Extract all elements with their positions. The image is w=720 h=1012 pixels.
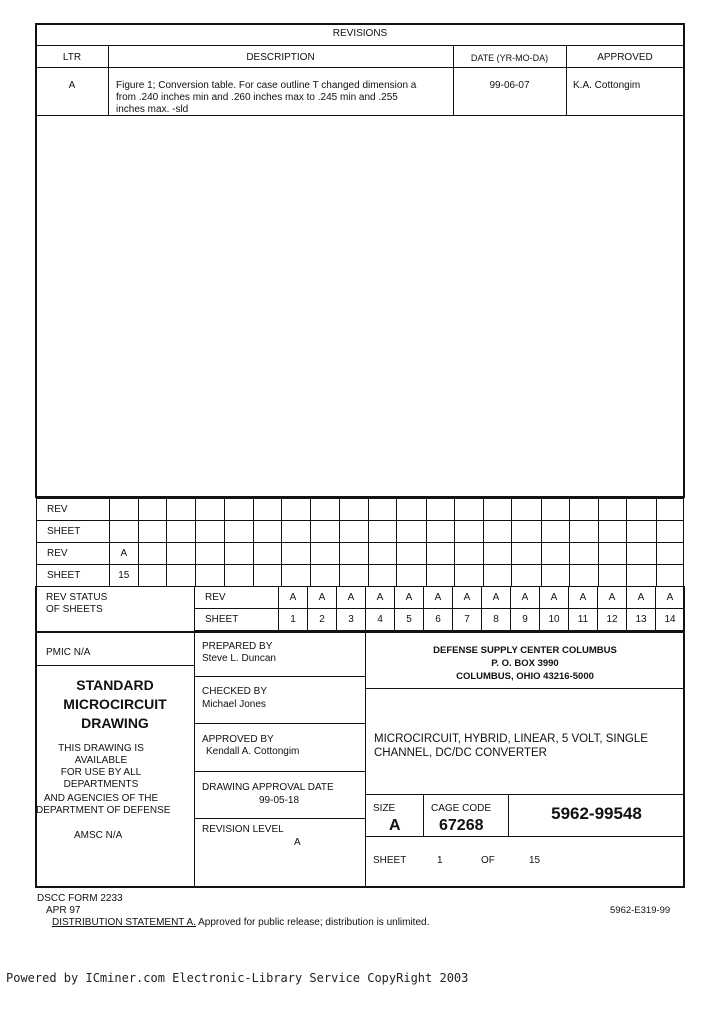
drawing-title-line: STANDARD — [76, 677, 154, 693]
grid-cell — [627, 499, 656, 521]
divider — [36, 67, 684, 68]
divider — [194, 632, 195, 887]
status-cell: A — [627, 587, 656, 609]
grid-cell — [196, 565, 224, 587]
grid-cell — [656, 543, 683, 565]
status-cell: 9 — [511, 609, 540, 631]
grid-cell — [167, 499, 196, 521]
grid-cell — [512, 565, 541, 587]
approved-value: Kendall A. Cottongim — [206, 746, 300, 757]
grid-row — [37, 499, 684, 521]
grid-cell — [339, 521, 368, 543]
grid-cell — [599, 543, 627, 565]
status-cell: A — [366, 587, 395, 609]
grid-cell — [454, 499, 483, 521]
grid-cell — [282, 543, 311, 565]
status-cell: A — [279, 587, 308, 609]
grid-cell — [167, 565, 196, 587]
grid-cell — [253, 543, 281, 565]
prepared-label: PREPARED BY — [202, 641, 273, 652]
grid-cell — [339, 499, 368, 521]
grid-cell — [369, 543, 397, 565]
grid-cell — [196, 521, 224, 543]
grid-cell — [426, 499, 454, 521]
grid-cell — [311, 521, 339, 543]
divider — [195, 723, 365, 724]
grid-cell — [369, 499, 397, 521]
grid-cell — [253, 565, 281, 587]
distribution-statement — [52, 917, 429, 929]
grid-cell — [569, 543, 598, 565]
status-cell: 14 — [656, 609, 685, 631]
drawing-subject-line: MICROCIRCUIT, HYBRID, LINEAR, 5 VOLT, SINGLE — [374, 733, 648, 745]
grid-row-label: REV — [37, 499, 110, 521]
revision-level-label: REVISION LEVEL — [202, 824, 284, 835]
grid-cell — [138, 565, 166, 587]
grid-cell — [311, 543, 339, 565]
agency-line: COLUMBUS, OHIO 43216-5000 — [456, 671, 594, 682]
status-row-label: REV — [195, 587, 279, 609]
rev-row-ltr: A — [68, 80, 76, 91]
status-cell: A — [656, 587, 685, 609]
grid-cell — [541, 543, 569, 565]
approval-date-label: DRAWING APPROVAL DATE — [202, 782, 334, 793]
availability-notice-line: AVAILABLE — [74, 755, 128, 766]
grid-cell — [484, 499, 512, 521]
grid-row-label: SHEET — [37, 565, 110, 587]
status-row — [195, 587, 685, 609]
grid-cell — [656, 521, 683, 543]
header-ltr: LTR — [62, 52, 82, 63]
agency-line: DEFENSE SUPPLY CENTER COLUMBUS — [433, 645, 617, 656]
grid-cell — [426, 521, 454, 543]
grid-cell — [656, 565, 683, 587]
agency-line: P. O. BOX 3990 — [491, 658, 559, 669]
grid-cell — [569, 499, 598, 521]
header-description: DESCRIPTION — [246, 52, 315, 63]
grid-cell — [569, 521, 598, 543]
status-cell: A — [598, 587, 627, 609]
rev-status-label: REV STATUS — [46, 592, 108, 603]
availability-notice-line: THIS DRAWING IS — [58, 743, 144, 754]
status-cell: 5 — [395, 609, 424, 631]
grid-cell — [138, 499, 166, 521]
status-row — [195, 609, 685, 631]
grid-cell — [339, 565, 368, 587]
status-cell: A — [453, 587, 482, 609]
grid-cell — [369, 565, 397, 587]
grid-cell — [224, 543, 253, 565]
grid-cell — [569, 565, 598, 587]
drawing-title-line: DRAWING — [81, 715, 149, 731]
grid-cell — [484, 521, 512, 543]
grid-cell — [627, 543, 656, 565]
prepared-value: Steve L. Duncan — [202, 653, 276, 664]
grid-cell — [397, 543, 426, 565]
status-cell: 4 — [366, 609, 395, 631]
status-cell: 12 — [598, 609, 627, 631]
document-code: 5962-E319-99 — [610, 905, 671, 916]
grid-cell — [541, 521, 569, 543]
grid-row — [37, 565, 684, 587]
divider — [36, 665, 194, 666]
grid-cell — [541, 565, 569, 587]
status-cell: A — [337, 587, 366, 609]
availability-notice-line: DEPARTMENTS — [63, 779, 139, 790]
of-label: OF — [481, 855, 495, 866]
grid-cell — [627, 521, 656, 543]
status-cell: A — [511, 587, 540, 609]
pmic-label: PMIC N/A — [46, 647, 91, 658]
drawing-title-line: MICROCIRCUIT — [63, 696, 167, 712]
header-date: DATE (YR-MO-DA) — [470, 53, 549, 63]
divider — [366, 836, 684, 837]
grid-cell — [282, 565, 311, 587]
grid-cell — [454, 543, 483, 565]
grid-cell — [454, 521, 483, 543]
grid-cell — [599, 499, 627, 521]
grid-cell — [224, 565, 253, 587]
availability-notice-line: AND AGENCIES OF THE — [43, 793, 159, 804]
approval-date-value: 99-05-18 — [259, 795, 300, 806]
grid-cell — [224, 521, 253, 543]
form-date: APR 97 — [46, 905, 81, 916]
status-cell: 10 — [540, 609, 569, 631]
grid-cell — [311, 565, 339, 587]
grid-cell — [138, 521, 166, 543]
status-cell: A — [308, 587, 337, 609]
grid-cell — [484, 543, 512, 565]
revision-level-value: A — [294, 837, 301, 848]
grid-row — [37, 521, 684, 543]
status-cell: 3 — [337, 609, 366, 631]
status-cell: A — [482, 587, 511, 609]
status-cell: 8 — [482, 609, 511, 631]
powered-by-notice: Powered by ICminer.com Electronic-Library Service CopyRight 2003 — [6, 971, 469, 985]
grid-cell — [138, 543, 166, 565]
cage-code-label: CAGE CODE — [431, 803, 492, 814]
size-value: A — [389, 817, 401, 834]
grid-cell — [599, 565, 627, 587]
grid-cell — [253, 521, 281, 543]
rev-row-description-line: inches max. -sld — [116, 104, 189, 115]
status-cell: 7 — [453, 609, 482, 631]
sheet-label: SHEET — [373, 855, 407, 866]
divider — [36, 45, 684, 46]
divider — [366, 794, 684, 795]
grid-cell — [599, 521, 627, 543]
divider — [423, 794, 424, 836]
rev-status-grid — [194, 586, 685, 631]
status-cell: A — [569, 587, 598, 609]
amsc-label: AMSC N/A — [74, 830, 123, 841]
grid-cell — [512, 543, 541, 565]
grid-cell — [369, 521, 397, 543]
distribution-label: DISTRIBUTION STATEMENT A. — [52, 917, 196, 928]
drawing-number: 5962-99548 — [551, 804, 642, 823]
grid-cell — [454, 565, 483, 587]
grid-cell — [339, 543, 368, 565]
grid-cell: A — [109, 543, 138, 565]
status-cell: 1 — [279, 609, 308, 631]
grid-cell — [512, 499, 541, 521]
rev-row-description-line: from .240 inches min and .260 inches max to .245 min and .255 — [116, 92, 398, 103]
sheet-value: 1 — [437, 855, 443, 866]
grid-cell — [109, 499, 138, 521]
header-approved: APPROVED — [597, 52, 653, 63]
grid-cell — [224, 499, 253, 521]
grid-cell — [512, 521, 541, 543]
cage-code-value: 67268 — [439, 817, 484, 834]
divider — [366, 688, 684, 689]
grid-cell — [541, 499, 569, 521]
drawing-subject-line: CHANNEL, DC/DC CONVERTER — [374, 747, 547, 759]
checked-label: CHECKED BY — [202, 686, 268, 697]
status-cell: A — [424, 587, 453, 609]
status-cell: 13 — [627, 609, 656, 631]
rev-sheet-grid — [36, 498, 684, 587]
grid-row-label: REV — [37, 543, 110, 565]
status-cell: 2 — [308, 609, 337, 631]
grid-cell — [484, 565, 512, 587]
grid-cell — [167, 543, 196, 565]
rev-row-date: 99-06-07 — [489, 80, 530, 91]
status-cell: A — [395, 587, 424, 609]
rev-status-label: OF SHEETS — [46, 604, 103, 615]
grid-cell — [397, 499, 426, 521]
grid-cell — [656, 499, 683, 521]
rev-row-description-line: Figure 1; Conversion table. For case outline T changed dimension a — [116, 80, 417, 91]
grid-cell — [109, 521, 138, 543]
grid-cell — [253, 499, 281, 521]
grid-cell — [167, 521, 196, 543]
grid-cell: 15 — [109, 565, 138, 587]
divider — [195, 676, 365, 677]
grid-cell — [426, 565, 454, 587]
grid-cell — [426, 543, 454, 565]
revisions-title: REVISIONS — [332, 28, 388, 39]
availability-notice-line: FOR USE BY ALL — [60, 767, 142, 778]
grid-cell — [397, 565, 426, 587]
checked-value: Michael Jones — [202, 699, 266, 710]
size-label: SIZE — [373, 803, 396, 814]
of-value: 15 — [529, 855, 541, 866]
status-row-label: SHEET — [195, 609, 279, 631]
availability-notice-line: DEPARTMENT OF DEFENSE — [36, 805, 171, 816]
divider — [195, 818, 365, 819]
approved-label: APPROVED BY — [202, 734, 274, 745]
form-number: DSCC FORM 2233 — [37, 893, 123, 904]
distribution-text: Approved for public release; distribution is unlimited. — [195, 917, 430, 928]
grid-cell — [196, 499, 224, 521]
grid-cell — [196, 543, 224, 565]
grid-row — [37, 543, 684, 565]
status-cell: A — [540, 587, 569, 609]
status-cell: 6 — [424, 609, 453, 631]
rev-row-approved: K.A. Cottongim — [573, 80, 641, 91]
grid-cell — [282, 499, 311, 521]
grid-row-label: SHEET — [37, 521, 110, 543]
grid-cell — [282, 521, 311, 543]
divider — [195, 771, 365, 772]
grid-cell — [311, 499, 339, 521]
grid-cell — [397, 521, 426, 543]
grid-cell — [627, 565, 656, 587]
status-cell: 11 — [569, 609, 598, 631]
